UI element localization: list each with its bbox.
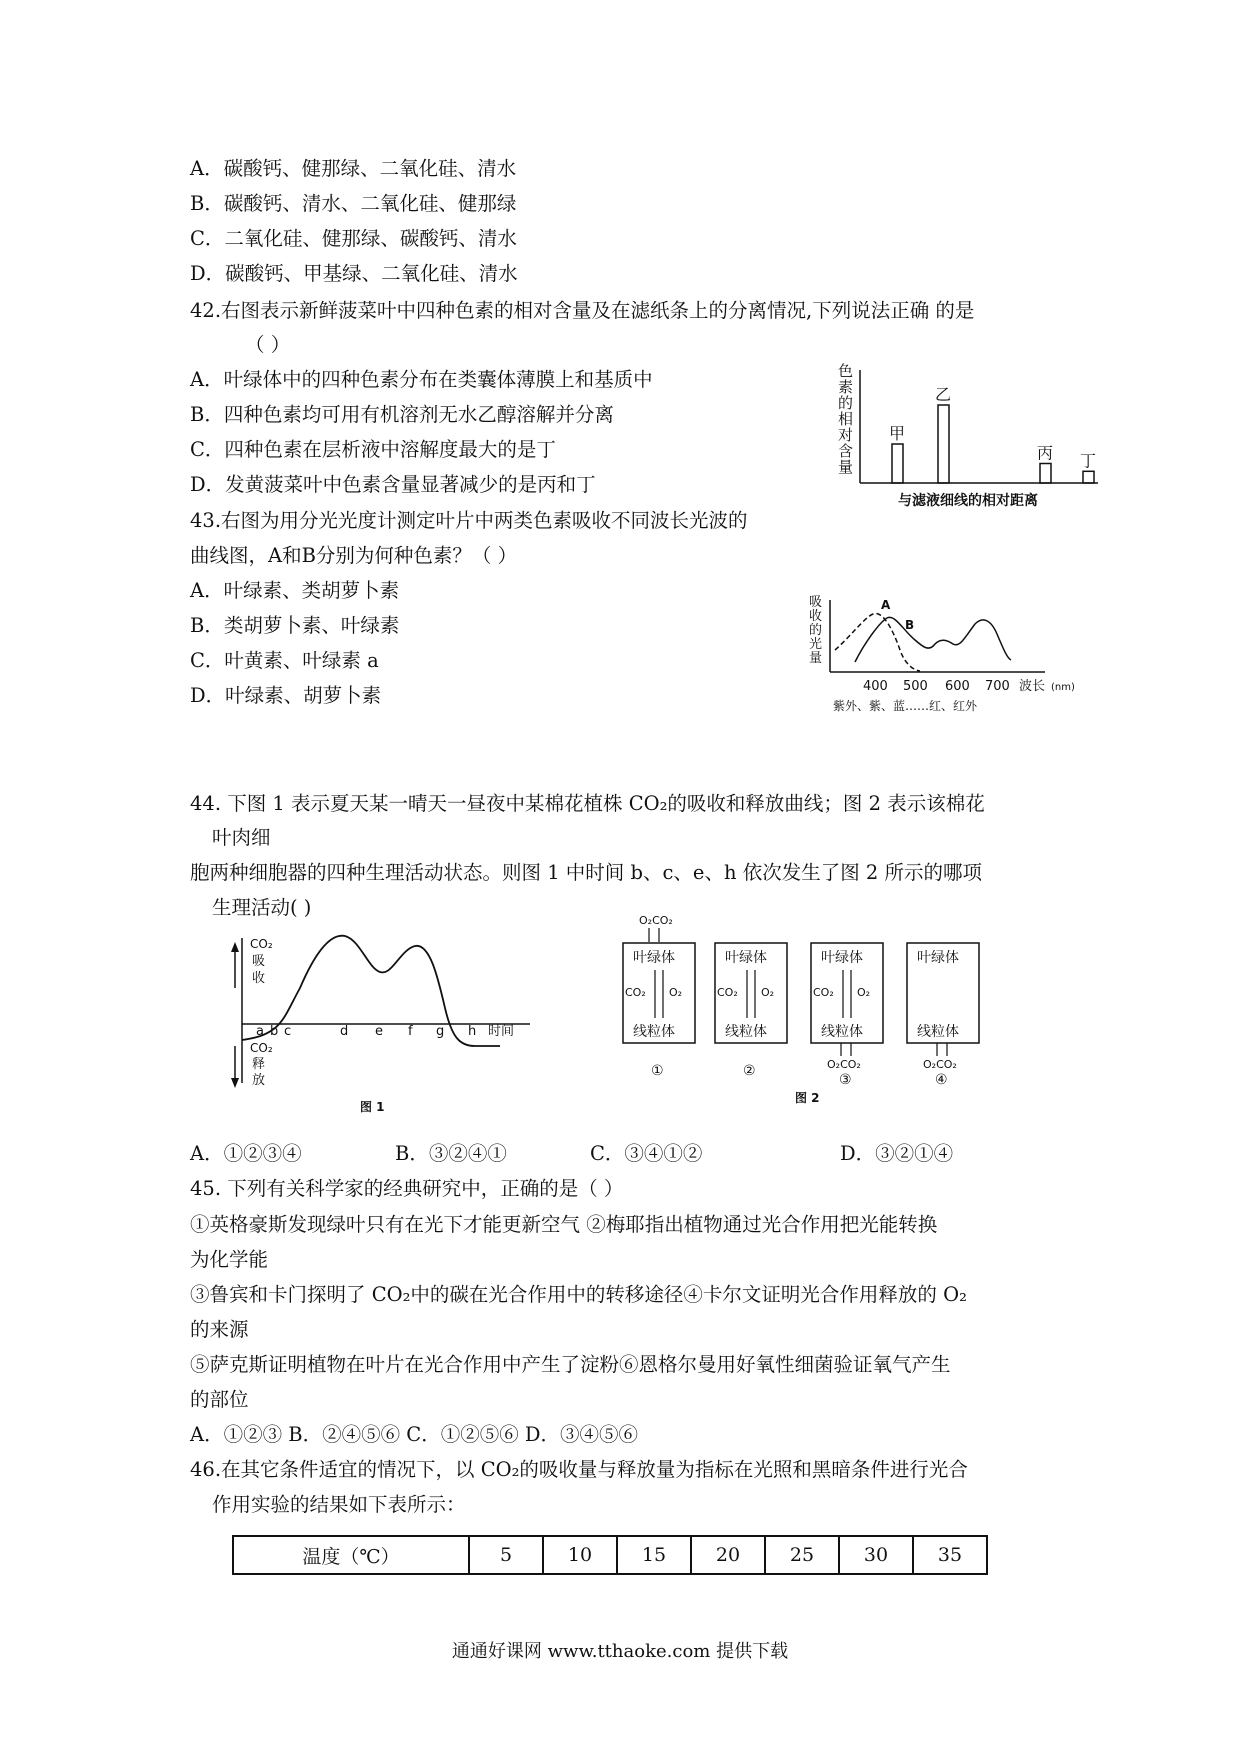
option-b: B．碳酸钙、清水、二氧化硅、健那绿 <box>190 192 517 215</box>
table-cell: 30 <box>839 1536 913 1574</box>
svg-text:O₂CO₂: O₂CO₂ <box>639 914 673 927</box>
spectrum-regions: 紫外、紫、蓝……红、红外 <box>833 699 978 713</box>
ylabel-char: 收 <box>809 609 823 624</box>
q44-stem-4: 生理活动( ) <box>212 896 312 919</box>
point-a: a <box>256 1024 264 1039</box>
wavelength-label: 波长 <box>1019 679 1046 694</box>
q44-stem-2: 叶肉细 <box>212 826 271 849</box>
table-cell: 25 <box>765 1536 839 1574</box>
table-cell: 15 <box>617 1536 691 1574</box>
tick-600: 600 <box>945 679 970 694</box>
svg-text:叶绿体: 叶绿体 <box>633 950 675 966</box>
ylabel-char: 对 <box>838 426 854 444</box>
ylabel-char: 素 <box>838 378 854 396</box>
svg-text:收: 收 <box>252 971 266 986</box>
svg-text:叶绿体: 叶绿体 <box>917 950 959 966</box>
ylabel-char: 光 <box>809 637 823 652</box>
svg-text:释: 释 <box>252 1057 266 1072</box>
ylabel-char: 量 <box>809 651 823 666</box>
q44-option-b: B．③②④① <box>395 1142 507 1165</box>
tick-500: 500 <box>903 679 928 694</box>
tick-700: 700 <box>985 679 1010 694</box>
ylabel-char: 吸 <box>809 595 823 610</box>
absorb-label: CO₂ <box>250 937 273 951</box>
fig1-caption: 图 1 <box>360 1100 385 1114</box>
q45-line: 的来源 <box>190 1318 249 1341</box>
q45-line: 为化学能 <box>190 1248 269 1271</box>
co2-curve <box>242 936 500 1046</box>
pigment-bar-label: 丁 <box>1080 451 1097 471</box>
wavelength-unit: (nm) <box>1051 682 1075 693</box>
point-e: e <box>375 1024 383 1039</box>
state-1 <box>623 914 695 1079</box>
q44-stem-3: 胞两种细胞器的四种生理活动状态。则图 1 中时间 b、c、e、h 依次发生了图 2 所示的哪项 <box>190 861 983 884</box>
q43-option-c: C．叶黄素、叶绿素 a <box>190 649 379 672</box>
state-3 <box>811 943 883 1088</box>
point-h: h <box>468 1024 477 1039</box>
option-c: C．二氧化硅、健那绿、碳酸钙、清水 <box>190 227 517 250</box>
q45-line: ③鲁宾和卡门探明了 CO₂中的碳在光合作用中的转移途径④卡尔文证明光合作用释放的 O₂ <box>190 1283 967 1306</box>
absorption-spectrum-figure <box>805 592 1095 717</box>
page-footer: 通通好课网 www.tthaoke.com 提供下载 <box>451 1641 789 1662</box>
q43-stem-1: 43.右图为用分光光度计测定叶片中两类色素吸收不同波长光波的 <box>190 509 748 532</box>
pigment-bar <box>938 405 949 483</box>
q44-option-d: D．③②①④ <box>840 1142 954 1165</box>
ylabel-char: 的 <box>838 394 854 412</box>
pigment-bar-label: 甲 <box>889 424 906 443</box>
ylabel-char: 色 <box>838 362 854 380</box>
q46-stem-2: 作用实验的结果如下表所示： <box>212 1493 466 1516</box>
point-b: b <box>270 1024 279 1039</box>
q45-options: A．①②③ B．②④⑤⑥ C．①②⑤⑥ D．③④⑤⑥ <box>190 1423 639 1446</box>
temperature-table <box>232 1535 988 1575</box>
pigment-xlabel: 与滤液细线的相对距离 <box>898 493 1038 509</box>
q42-paren: （ ） <box>245 333 291 356</box>
curve-b-label: B <box>905 618 915 632</box>
q42-stem: 42.右图表示新鲜菠菜叶中四种色素的相对含量及在滤纸条上的分离情况,下列说法正确 的是 <box>190 299 975 322</box>
pigment-ylabel <box>838 362 853 476</box>
absorption-ylabel <box>809 595 822 666</box>
q44-option-c: C．③④①② <box>590 1142 703 1165</box>
table-cell: 5 <box>469 1536 543 1574</box>
release-label: CO₂ <box>250 1041 273 1055</box>
pigment-bar <box>892 444 903 483</box>
table-cell: 20 <box>691 1536 765 1574</box>
state-1-label: ① <box>651 1063 664 1079</box>
q42-option-d: D．发黄菠菜叶中色素含量显著减少的是丙和丁 <box>190 473 596 496</box>
ylabel-char: 含 <box>838 442 854 460</box>
q45-line: ①英格豪斯发现绿叶只有在光下才能更新空气 ②梅耶指出植物通过光合作用把光能转换 <box>190 1213 938 1236</box>
svg-text:CO₂: CO₂ <box>813 986 834 999</box>
pigment-bars <box>889 385 1096 483</box>
tick-400: 400 <box>863 679 888 694</box>
q46-stem-1: 46.在其它条件适宜的情况下，以 CO₂的吸收量与释放量为指标在光照和黑暗条件进行光合 <box>190 1458 968 1481</box>
svg-text:叶绿体: 叶绿体 <box>725 950 767 966</box>
point-c: c <box>284 1024 292 1039</box>
option-a: A．碳酸钙、健那绿、二氧化硅、清水 <box>190 157 517 180</box>
svg-text:O₂: O₂ <box>669 986 683 999</box>
q43-stem-2: 曲线图，A和B分别为何种色素？（ ） <box>190 544 518 567</box>
table-cell: 35 <box>913 1536 987 1574</box>
point-f: f <box>408 1024 413 1039</box>
svg-text:O₂: O₂ <box>761 986 775 999</box>
q42-option-a: A．叶绿体中的四种色素分布在类囊体薄膜上和基质中 <box>190 368 653 391</box>
state-4-label: ④ <box>935 1072 948 1088</box>
pigment-bar <box>1040 464 1051 484</box>
table-row <box>233 1536 987 1574</box>
svg-text:O₂CO₂: O₂CO₂ <box>923 1058 957 1071</box>
svg-text:CO₂: CO₂ <box>717 986 738 999</box>
svg-text:O₂CO₂: O₂CO₂ <box>827 1058 861 1071</box>
svg-text:线粒体: 线粒体 <box>917 1024 959 1040</box>
q45-line: ⑤萨克斯证明植物在叶片在光合作用中产生了淀粉⑥恩格尔曼用好氧性细菌验证氧气产生 <box>190 1353 951 1376</box>
state-2-label: ② <box>743 1063 756 1079</box>
svg-text:线粒体: 线粒体 <box>633 1024 675 1040</box>
q43-option-d: D．叶绿素、胡萝卜素 <box>190 684 382 707</box>
q42-option-b: B．四种色素均可用有机溶剂无水乙醇溶解并分离 <box>190 403 614 426</box>
curve-a-label: A <box>881 598 891 612</box>
ylabel-char: 量 <box>838 458 854 476</box>
point-d: d <box>340 1024 349 1039</box>
q43-option-a: A．叶绿素、类胡萝卜素 <box>190 579 400 602</box>
q43-option-b: B．类胡萝卜素、叶绿素 <box>190 614 400 637</box>
q42-option-c: C．四种色素在层析液中溶解度最大的是丁 <box>190 438 556 461</box>
svg-text:线粒体: 线粒体 <box>725 1024 767 1040</box>
ylabel-char: 的 <box>809 623 823 638</box>
time-label: 时间 <box>488 1024 515 1039</box>
state-2 <box>715 943 787 1079</box>
co2-curve-figure <box>220 928 560 1118</box>
state-4 <box>907 943 979 1088</box>
q44-option-a: A．①②③④ <box>190 1142 302 1165</box>
state-3-label: ③ <box>839 1072 852 1088</box>
ylabel-char: 相 <box>838 410 854 428</box>
svg-text:放: 放 <box>252 1073 266 1088</box>
organelle-figure <box>615 910 1000 1110</box>
curve-b <box>855 617 1011 662</box>
table-header-cell: 温度（℃） <box>233 1536 469 1574</box>
svg-text:吸: 吸 <box>252 954 266 969</box>
q44-stem-1: 44. 下图 1 表示夏天某一晴天一昼夜中某棉花植株 CO₂的吸收和释放曲线；图 2 表示该棉花 <box>190 792 985 815</box>
q45-line: 的部位 <box>190 1388 249 1411</box>
svg-text:叶绿体: 叶绿体 <box>821 950 863 966</box>
pigment-bar <box>1083 471 1094 483</box>
svg-text:CO₂: CO₂ <box>625 986 646 999</box>
svg-text:线粒体: 线粒体 <box>821 1024 863 1040</box>
pigment-bar-figure <box>830 360 1100 515</box>
q45-stem: 45. 下列有关科学家的经典研究中，正确的是（ ） <box>190 1177 624 1200</box>
point-g: g <box>436 1024 445 1039</box>
svg-text:O₂: O₂ <box>857 986 871 999</box>
option-d: D．碳酸钙、甲基绿、二氧化硅、清水 <box>190 262 518 285</box>
table-cell: 10 <box>543 1536 617 1574</box>
pigment-bar-label: 乙 <box>935 385 952 404</box>
pigment-bar-label: 丙 <box>1037 443 1054 463</box>
fig2-caption: 图 2 <box>795 1091 820 1105</box>
